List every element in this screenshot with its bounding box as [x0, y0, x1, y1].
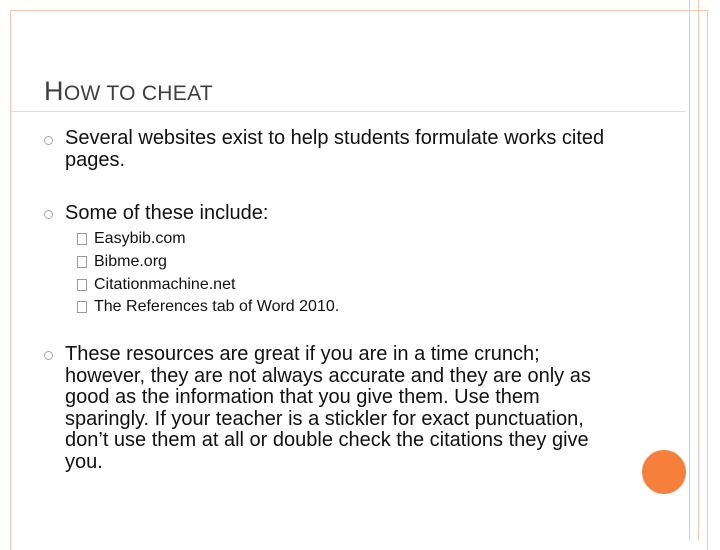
checkbox-bullet-icon [77, 233, 87, 245]
bullet-text-1: Several websites exist to help students formulate works cited pages. [65, 127, 605, 171]
circle-bullet-icon [44, 210, 53, 219]
checkbox-bullet-icon [77, 279, 87, 291]
right-border-line [689, 0, 690, 540]
sub-item-1: Easybib.com [94, 230, 186, 247]
right-border-line-outer [698, 0, 699, 540]
orange-circle-icon [642, 450, 686, 494]
bullet-text-3: These resources are great if you are in a time crunch; however, they are not always accurate and they are only as good as the information that you give them. Use them sparingly. If your teacher is a stickler for exact punctuation, don’t use them at all or double check the citations they give you. [65, 343, 591, 473]
slide-title [44, 76, 213, 107]
sub-item-3: Citationmachine.net [94, 276, 236, 293]
circle-bullet-icon [44, 351, 53, 360]
title-rule [11, 111, 685, 112]
title-initial: H [44, 76, 64, 106]
title-rest: OW TO CHEAT [63, 82, 213, 105]
sub-item-2: Bibme.org [94, 253, 167, 270]
checkbox-bullet-icon [77, 256, 87, 268]
bullet-text-2: Some of these include: [65, 202, 269, 224]
checkbox-bullet-icon [77, 301, 87, 313]
sub-item-4: The References tab of Word 2010. [94, 298, 340, 315]
circle-bullet-icon [44, 136, 53, 145]
